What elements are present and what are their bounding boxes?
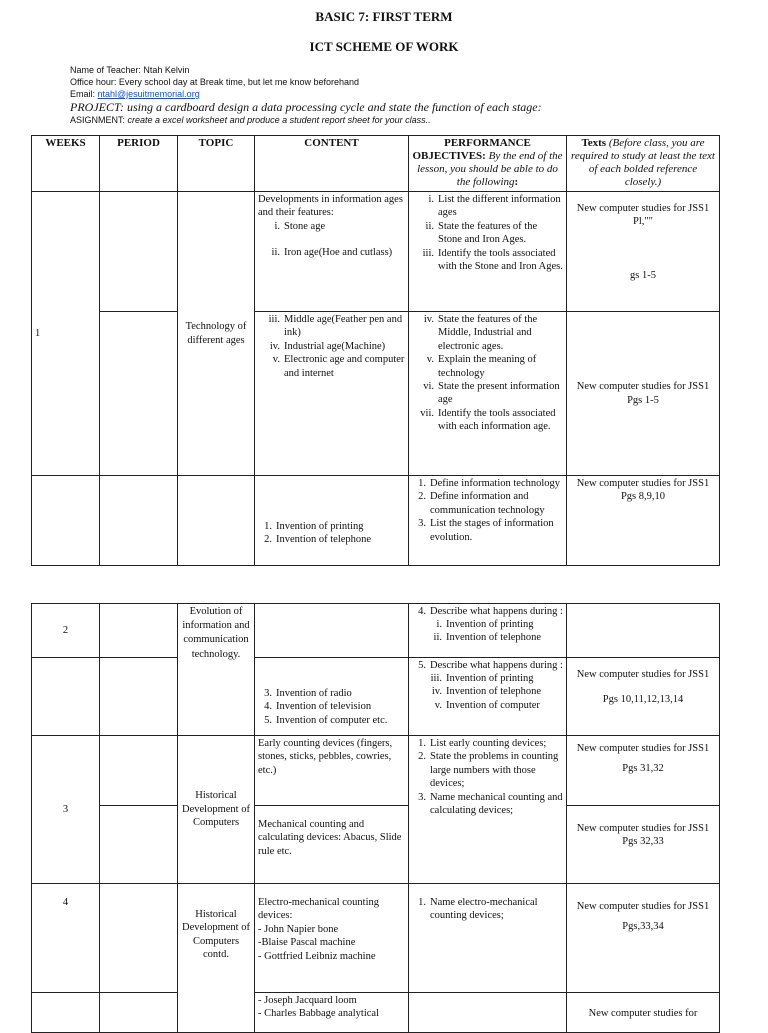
- list-item: 1. Invention of printing: [264, 520, 364, 532]
- content-cell: Mechanical counting and calculating devices: Abacus, Slide rule etc.: [255, 806, 409, 884]
- content-cell: [255, 604, 409, 658]
- period-cell: [100, 736, 178, 806]
- list-item: 2. Invention of telephone: [264, 534, 372, 545]
- texts-cell: [567, 993, 720, 1033]
- header-period: PERIOD: [100, 136, 178, 192]
- content-cell: [255, 192, 409, 312]
- objectives-cell: [409, 476, 567, 566]
- texts-cell: [567, 884, 720, 993]
- email-link[interactable]: ntahl@jesuitmemorial.org: [97, 89, 200, 99]
- period-cell: [100, 884, 178, 993]
- text-pages: gs 1-5: [630, 269, 656, 281]
- project-line: [70, 100, 542, 115]
- period-cell: [100, 192, 178, 312]
- text-reference: New computer studies for JSS1: [576, 478, 710, 489]
- list-item: vii. Identify the tools associated with each information age.: [420, 407, 556, 433]
- office-hour: Office hour: Every school day at Break time, but let me know beforehand: [70, 77, 359, 87]
- list-item: 2. Define information and communication technology: [418, 491, 545, 516]
- period-cell: [100, 993, 178, 1033]
- text-pages: Pl,"": [633, 216, 653, 228]
- period-cell: [100, 604, 178, 658]
- list-item: iv. State the features of the Middle, Industrial and electronic ages.: [423, 314, 538, 352]
- teacher-name: Name of Teacher: Ntah Kelvin: [70, 65, 190, 75]
- list-item: vi. State the present information age: [423, 381, 560, 406]
- week-2: 2: [32, 604, 100, 658]
- content-cell: [255, 658, 409, 736]
- objectives-cell: [409, 604, 567, 658]
- list-item: - Joseph Jacquard loom: [258, 995, 357, 1006]
- text-pages: Pgs 8,9,10: [620, 491, 666, 503]
- list-item: v. Electronic age and computer and internet: [272, 354, 405, 379]
- texts-cell: [567, 604, 720, 658]
- content-cell: [255, 993, 409, 1033]
- list-item: 5. Invention of computer etc.: [264, 714, 388, 726]
- list-item: 3. Invention of radio: [264, 687, 352, 699]
- page-title: BASIC 7: FIRST TERM: [315, 9, 453, 24]
- list-item: 4. Invention of television: [264, 701, 372, 713]
- text-reference: New computer studies for JSS1: [576, 203, 710, 214]
- list-item: 4. Describe what happens during :: [418, 606, 563, 617]
- texts-cell: [567, 192, 720, 312]
- list-item: - Gottfried Leibniz machine: [258, 950, 376, 962]
- email-label: Email:: [70, 89, 98, 99]
- list-item: 3. List the stages of information evolution.: [418, 518, 554, 543]
- objectives-cell: [409, 312, 567, 476]
- text-reference: New computer studies for JSS1: [576, 901, 710, 912]
- week-1: 1: [32, 192, 100, 476]
- list-item: 2. State the problems in counting large numbers with those devices;: [418, 751, 559, 790]
- texts-cell: [567, 736, 720, 806]
- list-item: 1. Define information technology: [418, 478, 561, 489]
- list-item: v. Explain the meaning of technology: [426, 354, 537, 379]
- content-intro: Electro-mechanical counting devices:: [258, 897, 379, 922]
- list-item: iv. Industrial age(Machine): [269, 340, 386, 352]
- content-cell: [255, 312, 409, 476]
- content-cell: Early counting devices (fingers, stones, sticks, pebbles, cowries, etc.): [255, 736, 409, 806]
- period-cell: [100, 476, 178, 566]
- week-cell: [32, 658, 100, 736]
- list-item: iii. Identify the tools associated with the Stone and Iron Ages.: [422, 247, 563, 273]
- content-cell: [255, 476, 409, 566]
- objectives-cell: [409, 884, 567, 993]
- scheme-table-2: [31, 603, 720, 1033]
- list-item: ii. Invention of telephone: [433, 632, 542, 644]
- header-texts: Texts (Before class, you are required to study at least the text of each bolded reference closely.): [567, 136, 720, 192]
- header-content: CONTENT: [255, 136, 409, 192]
- text-reference: New computer studies for JSS1: [576, 743, 710, 754]
- list-item: i. Invention of printing: [436, 619, 534, 631]
- week-4: 4: [32, 884, 100, 993]
- topic-week-1: Technology of different ages: [178, 192, 255, 476]
- topic-cell: [178, 476, 255, 566]
- topic-week-2: Evolution of information and communication technology.: [178, 604, 255, 736]
- assignment-line: [70, 115, 431, 125]
- list-item: v. Invention of computer: [434, 699, 540, 711]
- week-cell: [32, 993, 100, 1033]
- period-cell: [100, 806, 178, 884]
- list-item: - Charles Babbage analytical: [258, 1008, 379, 1020]
- assignment-text: create a excel worksheet and produce a student report sheet for your class..: [125, 115, 431, 125]
- texts-cell: [567, 312, 720, 476]
- page-subtitle: ICT SCHEME OF WORK: [309, 39, 459, 54]
- list-item: 3. Name mechanical counting and calculating devices;: [418, 791, 563, 817]
- list-item: iii. Middle age(Feather pen and ink): [268, 314, 403, 339]
- topic-week-3: Historical Development of Computers: [178, 736, 255, 884]
- objectives-cell: [409, 993, 567, 1033]
- texts-cell: [567, 476, 720, 566]
- list-item: -Blaise Pascal machine: [258, 937, 356, 949]
- text-reference: New computer studies for JSS1: [576, 669, 710, 680]
- list-item: i. List the different information ages: [428, 194, 561, 219]
- texts-cell: [567, 658, 720, 736]
- text-pages: Pgs,33,34: [622, 921, 664, 933]
- list-item: ii. State the features of the Stone and Iron Ages.: [425, 220, 538, 246]
- list-item: 1. List early counting devices;: [418, 738, 547, 749]
- list-item: 1. Name electro-mechanical counting devices;: [418, 897, 538, 922]
- project-text: using a cardboard design a data processing cycle and state the function of each stage:: [124, 100, 542, 114]
- period-cell: [100, 658, 178, 736]
- objectives-cell: [409, 192, 567, 312]
- scheme-table-1: [31, 135, 720, 566]
- text-pages: Pgs 1-5: [627, 394, 659, 406]
- period-cell: [100, 312, 178, 476]
- project-label: PROJECT:: [70, 100, 124, 114]
- list-item: 5. Describe what happens during :: [418, 660, 563, 671]
- topic-week-4: Historical Development of Computers contd.: [178, 884, 255, 1033]
- email-line: [70, 89, 200, 100]
- text-pages: Pgs 31,32: [622, 763, 664, 775]
- list-item: - John Napier bone: [258, 923, 339, 935]
- header-performance: PERFORMANCE OBJECTIVES: By the end of the lesson, you should be able to do the following:: [409, 136, 567, 192]
- text-reference: New computer studies for: [588, 1008, 698, 1019]
- text-reference: New computer studies for JSS1: [576, 381, 710, 393]
- objectives-cell: [409, 658, 567, 736]
- week-3: 3: [32, 736, 100, 884]
- list-item: iv. Invention of telephone: [431, 686, 542, 698]
- week-cell: [32, 476, 100, 566]
- text-pages: Pgs 10,11,12,13,14: [602, 694, 684, 706]
- header-weeks: WEEKS: [32, 136, 100, 192]
- list-item: i. Stone age: [274, 220, 326, 232]
- text-pages: Pgs 32,33: [622, 836, 664, 848]
- list-item: ii. Iron age(Hoe and cutlass): [271, 247, 393, 259]
- content-cell: [255, 884, 409, 993]
- list-item: iii. Invention of printing: [430, 673, 534, 685]
- objectives-cell: [409, 736, 567, 884]
- header-topic: TOPIC: [178, 136, 255, 192]
- texts-cell: [567, 806, 720, 884]
- assignment-label: ASIGNMENT:: [70, 115, 126, 125]
- content-intro: Developments in information ages and their features:: [258, 194, 403, 219]
- text-reference: New computer studies for JSS1: [576, 823, 710, 834]
